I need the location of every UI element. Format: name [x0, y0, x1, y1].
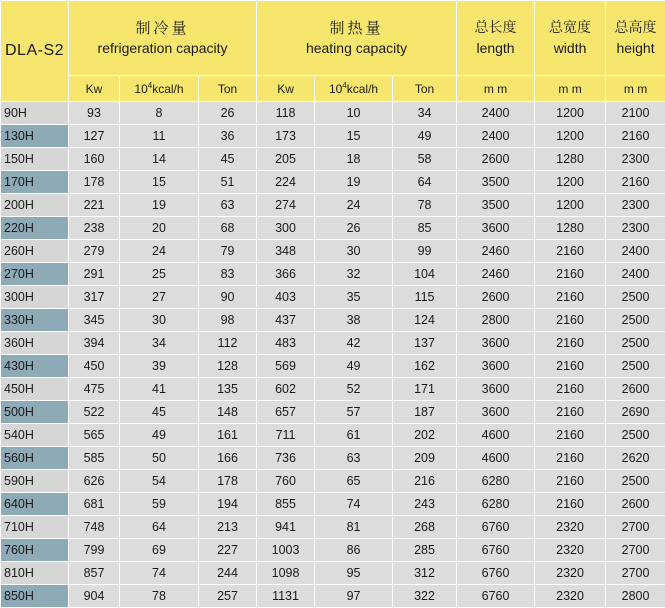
heating-ton-cell: 137 — [393, 332, 457, 355]
heating-kcal-cell: 61 — [315, 424, 393, 447]
refrigeration-header — [69, 1, 257, 76]
refrigeration-ton-cell: 227 — [199, 539, 257, 562]
model-cell: 220H — [1, 217, 69, 240]
width-mm-cell: 1200 — [535, 171, 606, 194]
refrigeration-kw-cell: 345 — [69, 309, 120, 332]
table-row — [1, 125, 665, 148]
width-unit: m m — [535, 76, 606, 102]
length-mm-cell: 2800 — [457, 309, 535, 332]
width-mm-cell: 2320 — [535, 516, 606, 539]
heating-ton-cell: 85 — [393, 217, 457, 240]
heating-kw-cell: 1098 — [257, 562, 315, 585]
heating-kw-cell: 711 — [257, 424, 315, 447]
height-header-zh: 总高度 — [606, 18, 665, 38]
refrigeration-ton-cell: 63 — [199, 194, 257, 217]
refrigeration-kcal-cell: 11 — [120, 125, 199, 148]
width-mm-cell: 2160 — [535, 355, 606, 378]
height-mm-cell: 2500 — [606, 470, 665, 493]
height-mm-cell: 2500 — [606, 332, 665, 355]
refrigeration-kw-cell: 450 — [69, 355, 120, 378]
width-mm-cell: 1280 — [535, 148, 606, 171]
width-mm-cell: 2320 — [535, 585, 606, 608]
heating-ton-cell: 216 — [393, 470, 457, 493]
height-mm-cell: 2620 — [606, 447, 665, 470]
heating-ton-cell: 171 — [393, 378, 457, 401]
heating-ton-cell: 99 — [393, 240, 457, 263]
height-mm-cell: 2300 — [606, 217, 665, 240]
heating-kcal-cell: 95 — [315, 562, 393, 585]
table-row — [1, 355, 665, 378]
refrigeration-kcal-cell: 27 — [120, 286, 199, 309]
refrigeration-ton-cell: 194 — [199, 493, 257, 516]
height-mm-cell: 2500 — [606, 424, 665, 447]
refrigeration-kw-cell: 681 — [69, 493, 120, 516]
refrigeration-ton-cell: 51 — [199, 171, 257, 194]
heating-kw-cell: 173 — [257, 125, 315, 148]
heating-kw-cell: 224 — [257, 171, 315, 194]
width-mm-cell: 2160 — [535, 378, 606, 401]
refrigeration-ton-cell: 83 — [199, 263, 257, 286]
height-mm-cell: 2300 — [606, 148, 665, 171]
heating-kcal-cell: 97 — [315, 585, 393, 608]
width-mm-cell: 1200 — [535, 125, 606, 148]
refrigeration-kw-cell: 904 — [69, 585, 120, 608]
heating-ton-cell: 124 — [393, 309, 457, 332]
heating-ton-cell: 162 — [393, 355, 457, 378]
heating-kcal-cell: 57 — [315, 401, 393, 424]
length-mm-cell: 3500 — [457, 171, 535, 194]
table-row — [1, 309, 665, 332]
refrigeration-header-zh: 制冷量 — [69, 18, 256, 38]
table-row — [1, 401, 665, 424]
refrigeration-kcal-cell: 15 — [120, 171, 199, 194]
refrigeration-kw-cell: 291 — [69, 263, 120, 286]
refrigeration-ton-cell: 36 — [199, 125, 257, 148]
refrigeration-kw-cell: 394 — [69, 332, 120, 355]
height-header-en: height — [606, 38, 665, 58]
width-mm-cell: 1200 — [535, 102, 606, 125]
heating-header-en: heating capacity — [257, 38, 456, 58]
model-cell: 360H — [1, 332, 69, 355]
kcal-base: 10 — [329, 82, 342, 96]
refrigeration-header-en: refrigeration capacity — [69, 38, 256, 58]
length-header-zh: 总长度 — [457, 18, 534, 38]
heating-kw-cell: 941 — [257, 516, 315, 539]
model-cell: 260H — [1, 240, 69, 263]
table-row — [1, 447, 665, 470]
refrigeration-kw-cell: 565 — [69, 424, 120, 447]
model-cell: 640H — [1, 493, 69, 516]
table-row — [1, 194, 665, 217]
heating-ton-cell: 285 — [393, 539, 457, 562]
heating-kcal-cell: 15 — [315, 125, 393, 148]
length-mm-cell: 4600 — [457, 424, 535, 447]
refrigeration-kcal-cell: 59 — [120, 493, 199, 516]
refrigeration-ton-cell: 68 — [199, 217, 257, 240]
refrigeration-kw-cell: 238 — [69, 217, 120, 240]
refrigeration-ton-cell: 26 — [199, 102, 257, 125]
width-header — [535, 1, 606, 76]
refrigeration-kcal-cell: 19 — [120, 194, 199, 217]
length-mm-cell: 3500 — [457, 194, 535, 217]
heating-kcal-cell: 81 — [315, 516, 393, 539]
heating-ton-cell: 322 — [393, 585, 457, 608]
heating-kcal-cell: 24 — [315, 194, 393, 217]
height-mm-cell: 2600 — [606, 493, 665, 516]
refrigeration-kw-cell: 585 — [69, 447, 120, 470]
table-row — [1, 378, 665, 401]
model-cell: 500H — [1, 401, 69, 424]
heating-kcal-cell: 86 — [315, 539, 393, 562]
width-header-en: width — [535, 38, 605, 58]
heating-ton-unit: Ton — [393, 76, 457, 102]
height-mm-cell: 2500 — [606, 309, 665, 332]
refrigeration-ton-cell: 90 — [199, 286, 257, 309]
model-cell: 130H — [1, 125, 69, 148]
heating-kw-cell: 483 — [257, 332, 315, 355]
refrigeration-kcal-cell: 49 — [120, 424, 199, 447]
refrigeration-ton-cell: 257 — [199, 585, 257, 608]
length-mm-cell: 6280 — [457, 470, 535, 493]
length-mm-cell: 2460 — [457, 240, 535, 263]
heating-header-zh: 制热量 — [257, 18, 456, 38]
refrigeration-kw-cell: 626 — [69, 470, 120, 493]
refrigeration-kw-cell: 475 — [69, 378, 120, 401]
heating-kw-cell: 1131 — [257, 585, 315, 608]
heating-kw-cell: 348 — [257, 240, 315, 263]
table-body — [1, 102, 665, 608]
heating-kcal-cell: 63 — [315, 447, 393, 470]
heating-ton-cell: 49 — [393, 125, 457, 148]
heating-kcal-cell: 42 — [315, 332, 393, 355]
length-mm-cell: 6760 — [457, 585, 535, 608]
width-mm-cell: 2160 — [535, 470, 606, 493]
length-mm-cell: 3600 — [457, 217, 535, 240]
heating-ton-cell: 78 — [393, 194, 457, 217]
table-row — [1, 470, 665, 493]
refrigeration-kcal-cell: 14 — [120, 148, 199, 171]
width-mm-cell: 2320 — [535, 562, 606, 585]
model-cell: 430H — [1, 355, 69, 378]
model-cell: 760H — [1, 539, 69, 562]
length-mm-cell: 4600 — [457, 447, 535, 470]
model-cell: 540H — [1, 424, 69, 447]
heating-ton-cell: 58 — [393, 148, 457, 171]
width-mm-cell: 2160 — [535, 401, 606, 424]
model-cell: 330H — [1, 309, 69, 332]
refrigeration-ton-cell: 244 — [199, 562, 257, 585]
heating-kw-cell: 403 — [257, 286, 315, 309]
width-mm-cell: 2160 — [535, 309, 606, 332]
width-mm-cell: 2160 — [535, 332, 606, 355]
length-mm-cell: 3600 — [457, 332, 535, 355]
refrigeration-kw-cell: 522 — [69, 401, 120, 424]
refrigeration-kcal-cell: 78 — [120, 585, 199, 608]
refrigeration-kcal-cell: 69 — [120, 539, 199, 562]
width-mm-cell: 1200 — [535, 194, 606, 217]
heating-kw-cell: 1003 — [257, 539, 315, 562]
refrigeration-ton-cell: 161 — [199, 424, 257, 447]
height-mm-cell: 2800 — [606, 585, 665, 608]
refrigeration-ton-cell: 45 — [199, 148, 257, 171]
model-cell: 560H — [1, 447, 69, 470]
table-row — [1, 148, 665, 171]
heating-ton-cell: 34 — [393, 102, 457, 125]
table-row — [1, 286, 665, 309]
height-mm-cell: 2500 — [606, 355, 665, 378]
refrigeration-kw-cell: 317 — [69, 286, 120, 309]
model-cell: 300H — [1, 286, 69, 309]
heating-kw-cell: 300 — [257, 217, 315, 240]
height-mm-cell: 2400 — [606, 263, 665, 286]
height-mm-cell: 2400 — [606, 240, 665, 263]
model-cell: 90H — [1, 102, 69, 125]
height-mm-cell: 2700 — [606, 562, 665, 585]
heating-ton-cell: 115 — [393, 286, 457, 309]
refrigeration-kcal-cell: 30 — [120, 309, 199, 332]
heating-kcal-cell: 65 — [315, 470, 393, 493]
model-cell: 270H — [1, 263, 69, 286]
width-mm-cell: 1280 — [535, 217, 606, 240]
height-mm-cell: 2160 — [606, 125, 665, 148]
refrigeration-ton-cell: 128 — [199, 355, 257, 378]
refrigeration-ton-cell: 98 — [199, 309, 257, 332]
height-mm-cell: 2160 — [606, 171, 665, 194]
refrigeration-kcal-cell: 20 — [120, 217, 199, 240]
refrigeration-kcal-cell: 34 — [120, 332, 199, 355]
table-row — [1, 240, 665, 263]
model-cell: 850H — [1, 585, 69, 608]
heating-ton-cell: 64 — [393, 171, 457, 194]
height-mm-cell: 2700 — [606, 539, 665, 562]
refrigeration-kcal-cell: 74 — [120, 562, 199, 585]
heating-kcal-cell: 30 — [315, 240, 393, 263]
width-mm-cell: 2160 — [535, 447, 606, 470]
model-header: DLA-S2 — [1, 1, 69, 102]
refrigeration-kcal-cell: 25 — [120, 263, 199, 286]
heating-kw-cell: 736 — [257, 447, 315, 470]
length-mm-cell: 2400 — [457, 102, 535, 125]
model-cell: 590H — [1, 470, 69, 493]
heating-kw-cell: 274 — [257, 194, 315, 217]
height-mm-cell: 2300 — [606, 194, 665, 217]
heating-kcal-cell: 26 — [315, 217, 393, 240]
refrigeration-kw-cell: 799 — [69, 539, 120, 562]
table-row — [1, 562, 665, 585]
table-row — [1, 171, 665, 194]
heating-kw-cell: 437 — [257, 309, 315, 332]
height-mm-cell: 2100 — [606, 102, 665, 125]
refrigeration-kw-cell: 748 — [69, 516, 120, 539]
height-header — [606, 1, 665, 76]
width-mm-cell: 2160 — [535, 424, 606, 447]
length-mm-cell: 6760 — [457, 562, 535, 585]
length-mm-cell: 6760 — [457, 516, 535, 539]
height-unit: m m — [606, 76, 665, 102]
refrigeration-kcal-cell: 39 — [120, 355, 199, 378]
refrigeration-ton-cell: 178 — [199, 470, 257, 493]
table-row — [1, 493, 665, 516]
heating-kcal-cell: 74 — [315, 493, 393, 516]
refrigeration-kcal-cell: 45 — [120, 401, 199, 424]
refrigeration-kcal-cell: 64 — [120, 516, 199, 539]
height-mm-cell: 2700 — [606, 516, 665, 539]
refrigeration-kw-cell: 857 — [69, 562, 120, 585]
kcal-rest: kcal/h — [347, 82, 378, 96]
length-mm-cell: 2600 — [457, 286, 535, 309]
refrigeration-ton-unit: Ton — [199, 76, 257, 102]
heating-kcal-cell: 10 — [315, 102, 393, 125]
heating-ton-cell: 312 — [393, 562, 457, 585]
heating-kw-cell: 366 — [257, 263, 315, 286]
heating-kcal-cell: 52 — [315, 378, 393, 401]
refrigeration-kw-unit: Kw — [69, 76, 120, 102]
model-cell: 200H — [1, 194, 69, 217]
refrigeration-ton-cell: 166 — [199, 447, 257, 470]
length-mm-cell: 3600 — [457, 355, 535, 378]
heating-kcal-cell: 18 — [315, 148, 393, 171]
heating-kw-cell: 602 — [257, 378, 315, 401]
kcal-rest: kcal/h — [152, 82, 183, 96]
kcal-base: 10 — [134, 82, 147, 96]
heating-ton-cell: 202 — [393, 424, 457, 447]
model-cell: 710H — [1, 516, 69, 539]
width-mm-cell: 2160 — [535, 263, 606, 286]
model-cell: 810H — [1, 562, 69, 585]
width-mm-cell: 2160 — [535, 493, 606, 516]
heating-kw-cell: 569 — [257, 355, 315, 378]
length-mm-cell: 6760 — [457, 539, 535, 562]
refrigeration-kcal-unit — [120, 76, 199, 102]
table-row — [1, 217, 665, 240]
refrigeration-kw-cell: 279 — [69, 240, 120, 263]
width-header-zh: 总宽度 — [535, 18, 605, 38]
length-mm-cell: 2460 — [457, 263, 535, 286]
width-mm-cell: 2160 — [535, 286, 606, 309]
heating-ton-cell: 243 — [393, 493, 457, 516]
length-header-en: length — [457, 38, 534, 58]
heating-kcal-cell: 38 — [315, 309, 393, 332]
width-mm-cell: 2160 — [535, 240, 606, 263]
heating-kw-cell: 657 — [257, 401, 315, 424]
table-row — [1, 424, 665, 447]
table-row — [1, 539, 665, 562]
refrigeration-kw-cell: 127 — [69, 125, 120, 148]
heating-kcal-cell: 35 — [315, 286, 393, 309]
heating-ton-cell: 268 — [393, 516, 457, 539]
heating-kcal-unit — [315, 76, 393, 102]
heating-kcal-cell: 49 — [315, 355, 393, 378]
kcal-exponent: 4 — [342, 81, 346, 90]
refrigeration-ton-cell: 148 — [199, 401, 257, 424]
kcal-exponent: 4 — [148, 81, 152, 90]
heating-kw-cell: 118 — [257, 102, 315, 125]
refrigeration-kcal-cell: 50 — [120, 447, 199, 470]
heating-kcal-cell: 32 — [315, 263, 393, 286]
refrigeration-ton-cell: 79 — [199, 240, 257, 263]
table-row — [1, 102, 665, 125]
model-cell: 170H — [1, 171, 69, 194]
heating-header — [257, 1, 457, 76]
heating-kw-unit: Kw — [257, 76, 315, 102]
length-mm-cell: 3600 — [457, 401, 535, 424]
heating-kw-cell: 205 — [257, 148, 315, 171]
refrigeration-kw-cell: 221 — [69, 194, 120, 217]
height-mm-cell: 2600 — [606, 378, 665, 401]
table-row — [1, 332, 665, 355]
refrigeration-kw-cell: 160 — [69, 148, 120, 171]
table-row — [1, 585, 665, 608]
table-row — [1, 263, 665, 286]
heating-kw-cell: 855 — [257, 493, 315, 516]
refrigeration-ton-cell: 112 — [199, 332, 257, 355]
length-unit: m m — [457, 76, 535, 102]
length-mm-cell: 2600 — [457, 148, 535, 171]
height-mm-cell: 2500 — [606, 286, 665, 309]
length-mm-cell: 3600 — [457, 378, 535, 401]
refrigeration-kcal-cell: 41 — [120, 378, 199, 401]
height-mm-cell: 2690 — [606, 401, 665, 424]
heating-ton-cell: 187 — [393, 401, 457, 424]
refrigeration-kw-cell: 178 — [69, 171, 120, 194]
model-cell: 450H — [1, 378, 69, 401]
refrigeration-ton-cell: 135 — [199, 378, 257, 401]
heating-ton-cell: 209 — [393, 447, 457, 470]
width-mm-cell: 2320 — [535, 539, 606, 562]
refrigeration-kw-cell: 93 — [69, 102, 120, 125]
refrigeration-kcal-cell: 24 — [120, 240, 199, 263]
length-mm-cell: 6280 — [457, 493, 535, 516]
refrigeration-ton-cell: 213 — [199, 516, 257, 539]
heating-ton-cell: 104 — [393, 263, 457, 286]
refrigeration-kcal-cell: 54 — [120, 470, 199, 493]
heating-kw-cell: 760 — [257, 470, 315, 493]
heating-kcal-cell: 19 — [315, 171, 393, 194]
length-mm-cell: 2400 — [457, 125, 535, 148]
model-cell: 150H — [1, 148, 69, 171]
length-header — [457, 1, 535, 76]
refrigeration-kcal-cell: 8 — [120, 102, 199, 125]
table-row — [1, 516, 665, 539]
